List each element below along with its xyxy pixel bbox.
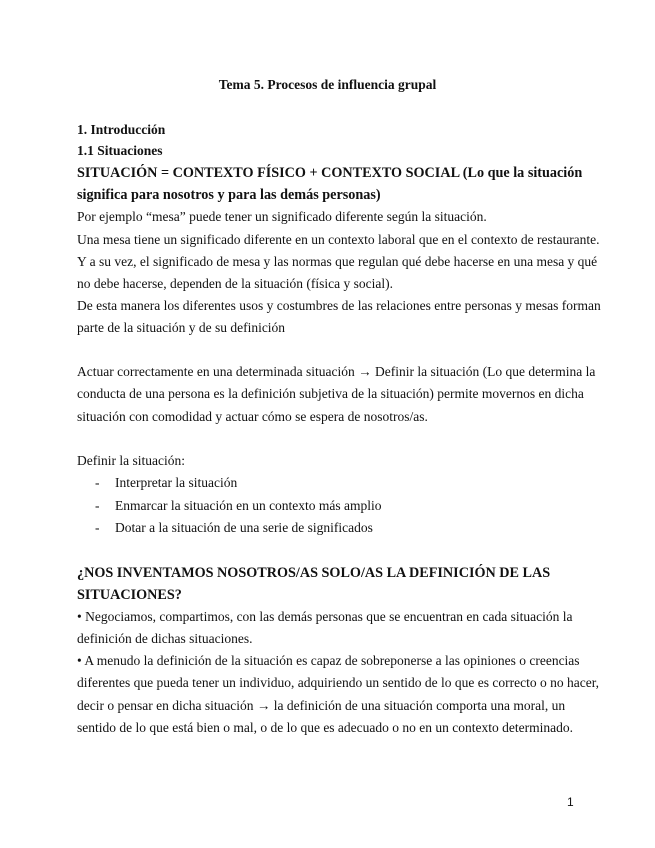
list-bullet: -: [95, 475, 100, 490]
subsection-heading: 1.1 Situaciones: [77, 143, 163, 158]
paragraph-line: Actuar correctamente en una determinada situación → Definir la situación (Lo que determina la: [77, 364, 596, 379]
paragraph-line: no debe hacerse, dependen de la situación (física y social).: [77, 276, 393, 291]
paragraph-line: • A menudo la definición de la situación es capaz de sobreponerse a las opiniones o creencias: [77, 653, 580, 668]
page-number: 1: [567, 795, 574, 809]
list-bullet: -: [95, 520, 100, 535]
paragraph-line: De esta manera los diferentes usos y costumbres de las relaciones entre personas y mesas forman: [77, 298, 601, 313]
paragraph-line: conducta de una persona es la definición subjetiva de la situación) permite movernos en dicha: [77, 386, 584, 401]
list-item: Enmarcar la situación en un contexto más amplio: [115, 498, 382, 513]
paragraph-line: decir o pensar en dicha situación → la definición de una situación comporta una moral, un: [77, 698, 566, 713]
question-heading-line-2: SITUACIONES?: [77, 587, 182, 603]
list-intro: Definir la situación:: [77, 453, 185, 468]
paragraph-line: Por ejemplo “mesa” puede tener un significado diferente según la situación.: [77, 209, 487, 224]
paragraph-line: parte de la situación y de su definición: [77, 320, 286, 335]
list-item: Interpretar la situación: [115, 475, 238, 490]
paragraph-line: Una mesa tiene un significado diferente en un contexto laboral que en el contexto de restaurante.: [77, 232, 600, 247]
paragraph-line: diferentes que pueda tener un individuo, adquiriendo un sentido de lo que es correcto o no hacer,: [77, 675, 600, 690]
section-heading: 1. Introducción: [77, 122, 166, 137]
page-title: Tema 5. Procesos de influencia grupal: [218, 77, 437, 92]
paragraph-line: sentido de lo que está bien o mal, o de lo que es adecuado o no en un contexto determinado.: [77, 720, 573, 735]
question-heading-line-1: ¿NOS INVENTAMOS NOSOTROS/AS SOLO/AS LA DEFINICIÓN DE LAS: [77, 565, 551, 581]
paragraph-line: • Negociamos, compartimos, con las demás personas que se encuentran en cada situación la: [77, 609, 573, 624]
list-item: Dotar a la situación de una serie de significados: [115, 520, 373, 535]
definition-line-1: SITUACIÓN = CONTEXTO FÍSICO + CONTEXTO SOCIAL (Lo que la situación: [77, 165, 583, 181]
paragraph-line: situación con comodidad y actuar cómo se espera de nosotros/as.: [77, 409, 428, 424]
definition-line-2: significa para nosotros y para las demás personas): [77, 187, 381, 203]
paragraph-line: Y a su vez, el significado de mesa y las normas que regulan qué debe hacerse en una mesa y qué: [77, 254, 598, 269]
paragraph-line: definición de dichas situaciones.: [77, 631, 253, 646]
list-bullet: -: [95, 498, 100, 513]
